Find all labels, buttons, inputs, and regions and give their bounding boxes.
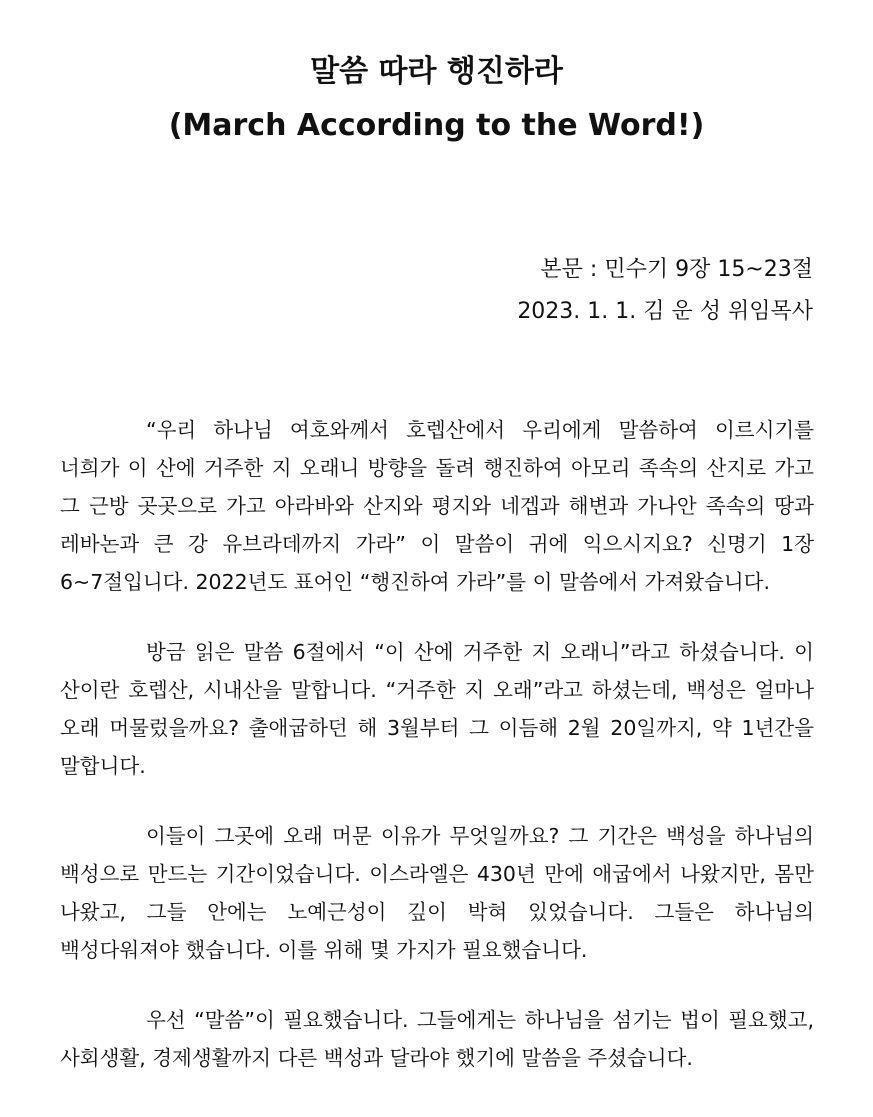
paragraph-2: 방금 읽은 말씀 6절에서 “이 산에 거주한 지 오래니”라고 하셨습니다. 이 산이란 호렙산, 시내산을 말합니다. “거주한 지 오래”라고 하셨는데, 백성은 얼마나 오래 머물렀을까요? 출애굽하던 해 3월부터 그 이듬해 2월 20일까지, 약 1년간을 말합니다. <box>60 640 814 778</box>
paragraph-1: “우리 하나님 여호와께서 호렙산에서 우리에게 말씀하여 이르시기를 너희가 이 산에 거주한 지 오래니 방향을 돌려 행진하여 아모리 족속의 산지로 가고 그 근방 곳곳으로 가고 아라바와 산지와 평지와 네겝과 해변과 가나안 족속의 땅과 레바논과 큰 강 유브라데까지 가라” 이 말씀이 귀에 익으시지요? 신명기 1장 6~7절입니다. 2022년도 표어인 “행진하여 가라”를 이 말씀에서 가져왔습니다. <box>60 418 814 594</box>
title-english: (March According to the Word!) <box>168 108 705 143</box>
paragraph-3: 이들이 그곳에 오래 머문 이유가 무엇일까요? 그 기간은 백성을 하나님의 백성으로 만드는 기간이었습니다. 이스라엘은 430년 만에 애굽에서 나왔지만, 몸만 나왔고, 그들 안에는 노예근성이 깊이 박혀 있었습니다. 그들은 하나님의 백성다워져야 했습니다. 이를 위해 몇 가지가 필요했습니다. <box>60 824 814 962</box>
paragraph-4: 우선 “말씀”이 필요했습니다. 그들에게는 하나님을 섬기는 법이 필요했고, 사회생활, 경제생활까지 다른 백성과 달라야 했기에 말씀을 주셨습니다. <box>60 1008 814 1070</box>
title-korean: 말씀 따라 행진하라 <box>310 54 563 89</box>
scripture-reference: 본문 : 민수기 9장 15~23절 <box>540 257 813 282</box>
date-and-author: 2023. 1. 1. 김 운 성 위임목사 <box>517 299 813 324</box>
